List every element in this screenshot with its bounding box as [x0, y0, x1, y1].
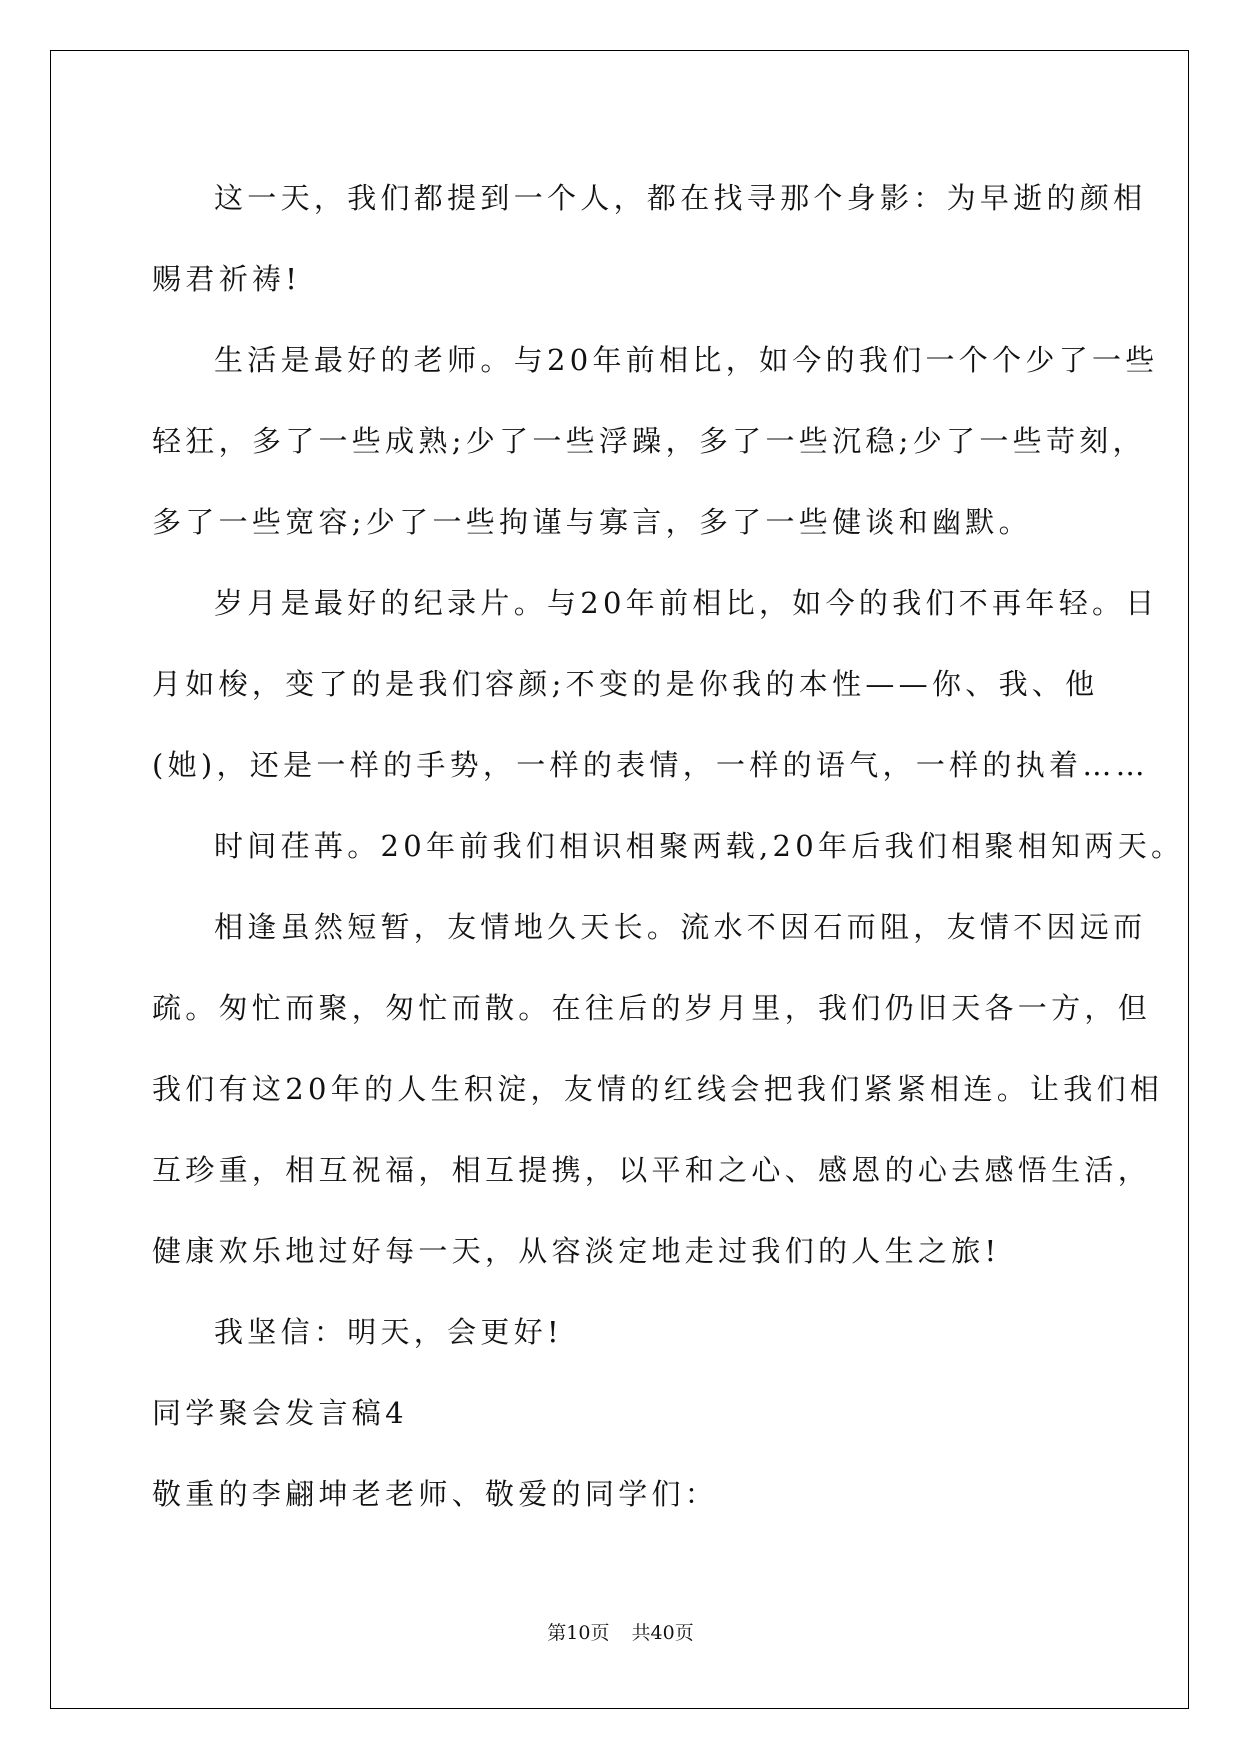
paragraph — [152, 563, 1159, 806]
text-line: 疏。匆忙而聚，匆忙而散。在往后的岁月里，我们仍旧天各一方，但 — [152, 991, 1152, 1025]
page-number-total: 共40页 — [631, 1622, 694, 1644]
salutation — [152, 1454, 1089, 1535]
text-line: 轻狂，多了一些成熟;少了一些浮躁，多了一些沉稳;少了一些苛刻， — [152, 424, 1146, 458]
text-line: 敬重的李翩坤老老师、敬爱的同学们： — [152, 1477, 719, 1511]
text-line: 月如梭，变了的是我们容颜;不变的是你我的本性——你、我、他 — [152, 667, 1099, 701]
text-line: (她)，还是一样的手势，一样的表情，一样的语气，一样的执着…… — [152, 748, 1149, 782]
text-line: 岁月是最好的纪录片。与20年前相比，如今的我们不再年轻。日 — [214, 586, 1159, 620]
text-line: 相逢虽然短暂，友情地久天长。流水不因石而阻，友情不因远而 — [214, 910, 1147, 944]
paragraph — [152, 1292, 1089, 1373]
text-line: 这一天，我们都提到一个人，都在找寻那个身影：为早逝的颜相 — [214, 181, 1147, 215]
document-body — [152, 158, 1185, 1535]
section-heading — [152, 1373, 1089, 1454]
paragraph — [152, 887, 1164, 1292]
text-line: 时间荏苒。20年前我们相识相聚两载,20年后我们相聚相知两天。 — [214, 829, 1185, 863]
text-line: 赐君祈祷! — [152, 262, 302, 296]
paragraph — [152, 806, 1185, 887]
text-line: 健康欢乐地过好每一天，从容淡定地走过我们的人生之旅! — [152, 1234, 1001, 1268]
paragraph — [152, 320, 1159, 563]
paragraph — [152, 158, 1147, 320]
page-number-current: 第10页 — [547, 1622, 610, 1644]
text-line: 互珍重，相互祝福，相互提携，以平和之心、感恩的心去感悟生活， — [152, 1153, 1152, 1187]
text-line: 我坚信：明天，会更好! — [214, 1315, 563, 1349]
text-line: 我们有这20年的人生积淀，友情的红线会把我们紧紧相连。让我们相 — [152, 1072, 1164, 1106]
text-line: 同学聚会发言稿4 — [152, 1396, 408, 1430]
page-footer — [0, 1618, 1241, 1645]
text-line: 生活是最好的老师。与20年前相比，如今的我们一个个少了一些 — [214, 343, 1159, 377]
text-line: 多了一些宽容;少了一些拘谨与寡言，多了一些健谈和幽默。 — [152, 505, 1032, 539]
